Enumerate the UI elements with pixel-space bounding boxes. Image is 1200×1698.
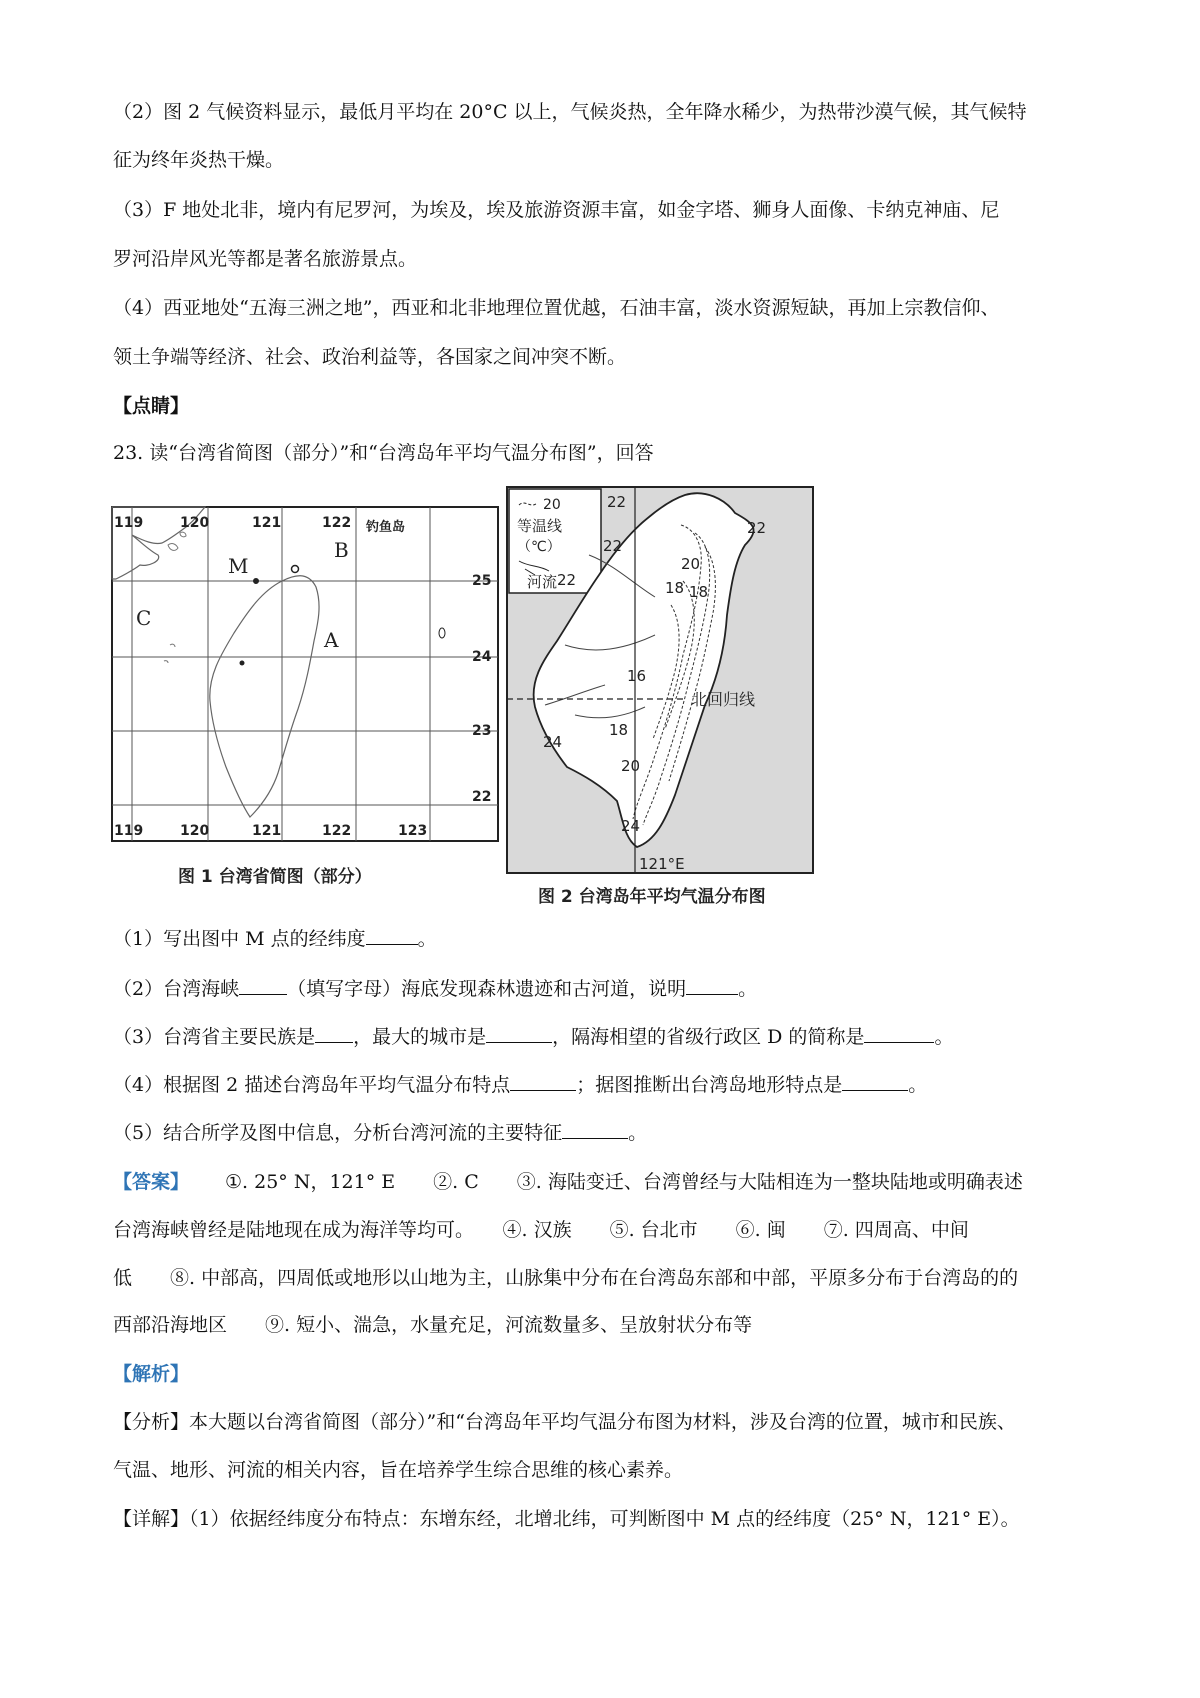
lon-label-bottom: 123 <box>398 823 428 839</box>
answer-blank[interactable] <box>486 1024 552 1043</box>
question-3 <box>113 1024 953 1049</box>
legend-river: 河流 <box>527 573 558 591</box>
answer-blank[interactable] <box>562 1120 628 1139</box>
lon-label-top: 121 <box>252 515 282 531</box>
analysis-line-2: 气温、地形、河流的相关内容，旨在培养学生综合思维的核心素养。 <box>113 1459 684 1481</box>
question-text: （4）根据图 2 描述台湾岛年平均气温分布特点 <box>113 1074 511 1096</box>
question-text: 。 <box>628 1122 648 1144</box>
meridian-label: 121°E <box>639 855 685 873</box>
question-text: 。 <box>908 1074 928 1096</box>
tropic-label: 北回归线 <box>691 690 756 709</box>
question-2 <box>113 976 757 1001</box>
contour-label: 22 <box>603 537 623 555</box>
question-1 <box>113 926 437 951</box>
answer-blank[interactable] <box>842 1072 908 1091</box>
contour-label: 22 <box>607 493 627 511</box>
answer-blank[interactable] <box>366 926 418 945</box>
detail-line: 【详解】（1）依据经纬度分布特点：东增东经，北增北纬，可判断图中 M 点的经纬度（25° N，121° E）。 <box>113 1508 1020 1530</box>
text-line: 罗河沿岸风光等都是著名旅游景点。 <box>113 248 418 270</box>
contour-label: 22 <box>557 571 577 589</box>
contour-label: 24 <box>543 733 563 751</box>
figure-2-caption: 图 2 台湾岛年平均气温分布图 <box>538 887 766 907</box>
lat-label: 24 <box>472 649 492 665</box>
text-line: （2）图 2 气候资料显示，最低月平均在 20°C 以上，气候炎热，全年降水稀少，为热带沙漠气候，其气候特 <box>113 101 1027 123</box>
figure-2-map <box>505 485 815 875</box>
answer-text: ①. 25° N，121° E ②. C ③. 海陆变迁、台湾曾经与大陆相连为一整块陆地或明确表述 <box>225 1171 1023 1193</box>
lon-label-top: 122 <box>322 515 352 531</box>
lon-label-bottom: 119 <box>114 823 144 839</box>
question-5 <box>113 1120 647 1145</box>
answer-label: 【答案】 <box>113 1171 190 1193</box>
question-text: （5）结合所学及图中信息，分析台湾河流的主要特征 <box>113 1122 563 1144</box>
lon-label-bottom: 120 <box>180 823 210 839</box>
answer-blank[interactable] <box>239 976 287 995</box>
question-4 <box>113 1072 927 1097</box>
question-text: ；据图推断出台湾岛地形特点是 <box>576 1074 843 1096</box>
question-text: 。 <box>417 928 437 950</box>
tip-heading: 【点睛】 <box>113 395 190 417</box>
answer-line-3: 低 ⑧. 中部高，四周低或地形以山地为主，山脉集中分布在台湾岛东部和中部，平原多分布于台湾岛的的 <box>113 1267 1019 1289</box>
legend-isotherm: 等温线 <box>517 517 563 535</box>
question-text: ，隔海相望的省级行政区 D 的简称是 <box>552 1026 865 1048</box>
question-text: （3）台湾省主要民族是 <box>113 1026 316 1048</box>
contour-label: 18 <box>609 721 629 739</box>
legend-unit: （℃） <box>517 539 561 555</box>
contour-label: 20 <box>621 757 641 775</box>
question-text: （2）台湾海峡 <box>113 978 240 1000</box>
lon-label-bottom: 122 <box>322 823 352 839</box>
question-text: ，最大的城市是 <box>353 1026 487 1048</box>
answer-blank[interactable] <box>686 976 738 995</box>
contour-label: 16 <box>627 667 647 685</box>
lon-label-bottom: 121 <box>252 823 282 839</box>
text-line: 征为终年炎热干燥。 <box>113 149 285 171</box>
answer-blank[interactable] <box>315 1024 353 1043</box>
figure-1-caption: 图 1 台湾省简图（部分） <box>178 867 372 887</box>
map-letter-c: C <box>136 606 152 630</box>
lat-label: 22 <box>472 789 492 805</box>
contour-label: 18 <box>689 583 709 601</box>
map-letter-b: B <box>334 538 349 562</box>
lat-label: 25 <box>472 573 492 589</box>
contour-label: 20 <box>681 555 701 573</box>
contour-label: 24 <box>621 817 641 835</box>
question-text: （填写字母）海底发现森林遗迹和古河道，说明 <box>287 978 687 1000</box>
map-letter-m: M <box>228 554 249 578</box>
answer-blank[interactable] <box>864 1024 934 1043</box>
lon-label-top: 120 <box>180 515 210 531</box>
lon-label-top: 119 <box>114 515 144 531</box>
text-line: （4）西亚地处“五海三洲之地”，西亚和北非地理位置优越，石油丰富，淡水资源短缺，再加上宗教信仰、 <box>113 297 1000 319</box>
diaoyu-island-label: 钓鱼岛 <box>366 520 406 535</box>
answer-line-2: 台湾海峡曾经是陆地现在成为海洋等均可。 ④. 汉族 ⑤. 台北市 ⑥. 闽 ⑦. 四周高、中间 <box>113 1219 969 1241</box>
contour-label: 18 <box>665 579 685 597</box>
legend-isotherm-value: 20 <box>543 497 561 513</box>
answer-blank[interactable] <box>510 1072 576 1091</box>
text-line: 领土争端等经济、社会、政治利益等，各国家之间冲突不断。 <box>113 346 627 368</box>
figure-1-map <box>110 505 500 845</box>
question-text: 。 <box>934 1026 954 1048</box>
question-text: 。 <box>738 978 758 1000</box>
analysis-label: 【解析】 <box>113 1363 190 1385</box>
question-title: 23. 读“台湾省简图（部分）”和“台湾岛年平均气温分布图”，回答 <box>113 442 654 464</box>
question-text: （1）写出图中 M 点的经纬度 <box>113 928 366 950</box>
answer-line-4: 西部沿海地区 ⑨. 短小、湍急，水量充足，河流数量多、呈放射状分布等 <box>113 1314 753 1336</box>
analysis-line-1: 【分析】本大题以台湾省简图（部分）”和“台湾岛年平均气温分布图为材料，涉及台湾的位置，城市和民族、 <box>113 1411 1016 1433</box>
answer-line-1 <box>113 1170 1023 1194</box>
lat-label: 23 <box>472 723 492 739</box>
map-letter-a: A <box>324 628 339 652</box>
contour-label: 22 <box>747 519 767 537</box>
text-line: （3）F 地处北非，境内有尼罗河，为埃及，埃及旅游资源丰富，如金字塔、狮身人面像、卡纳克神庙、尼 <box>113 199 1000 221</box>
